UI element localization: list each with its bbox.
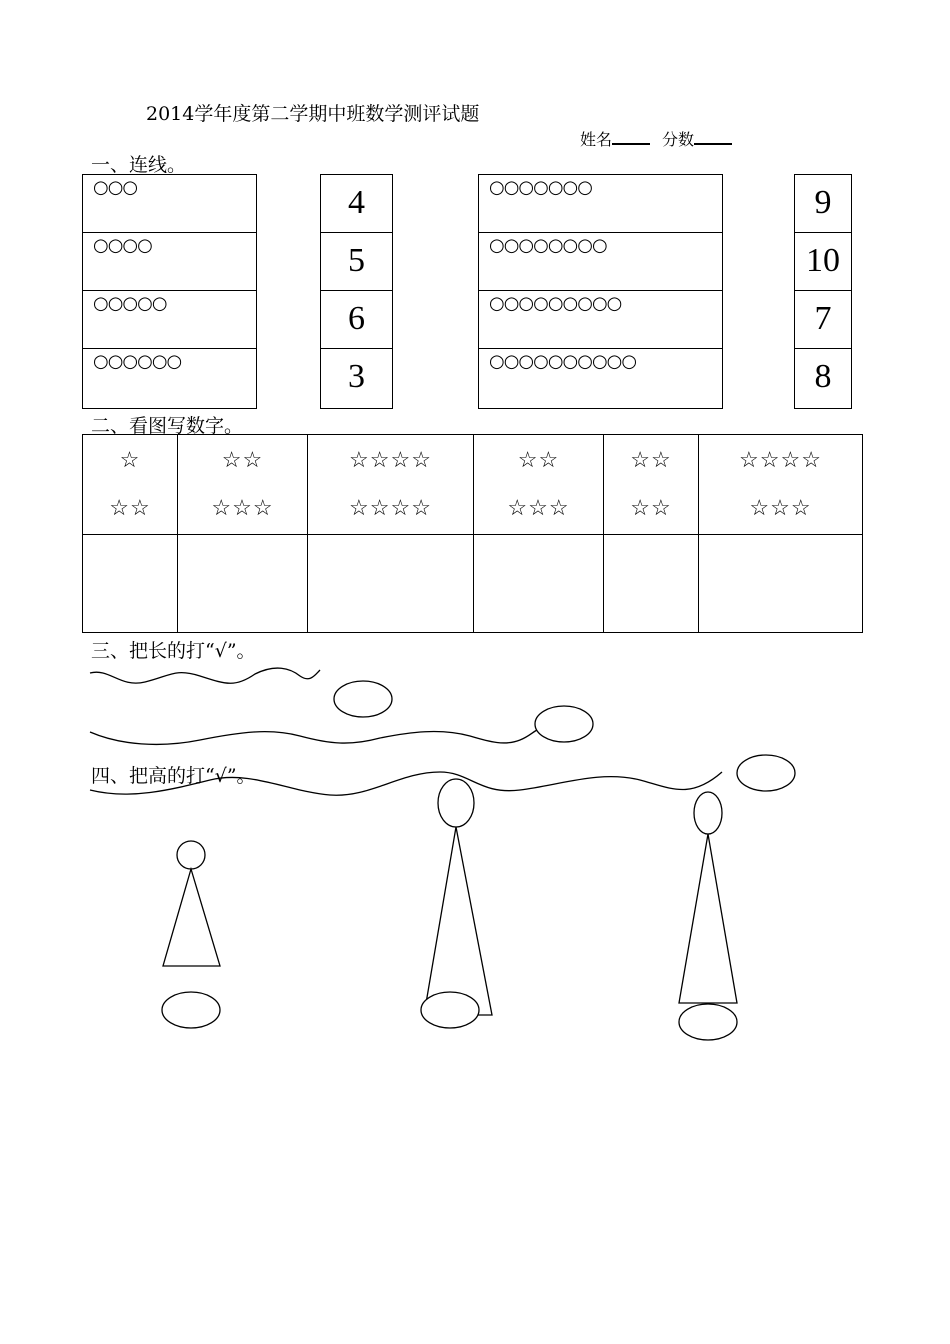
star-cell: ☆☆ ☆☆☆ <box>474 435 604 535</box>
star-cell: ☆☆☆☆ ☆☆☆☆ <box>308 435 474 535</box>
number-cell: 7 <box>795 291 851 349</box>
circle-row: ○○○○○ <box>83 291 256 349</box>
star-cell: ☆☆ ☆☆ <box>604 435 699 535</box>
answer-oval <box>162 992 220 1028</box>
answer-oval <box>679 1004 737 1040</box>
number-cell: 4 <box>321 175 392 233</box>
short-figure-head <box>177 841 205 869</box>
name-label: 姓名 <box>580 130 613 149</box>
star-cell: ☆ ☆☆ <box>83 435 178 535</box>
score-label: 分数 <box>662 130 695 149</box>
circle-row: ○○○○ <box>83 233 256 291</box>
page-title: 2014学年度第二学期中班数学测评试题 <box>146 103 480 125</box>
circle-row: ○○○○○○ <box>93 351 182 372</box>
long-wavy-line <box>90 730 537 744</box>
section4-heading: 四、把高的打“√”。 <box>91 765 256 787</box>
longest-wavy-line <box>90 772 722 795</box>
tall-figure-body <box>424 827 492 1015</box>
short-figure-body <box>163 869 220 966</box>
circle-row: ○○○○○○○○○ <box>479 291 722 349</box>
answer-oval <box>535 706 593 742</box>
star-cell: ☆☆ ☆☆☆ <box>178 435 308 535</box>
answer-oval <box>737 755 795 791</box>
short-wavy-line <box>90 668 320 683</box>
number-cell: 10 <box>795 233 851 291</box>
circle-row: ○○○○○○○○ <box>479 233 722 291</box>
section2-heading: 二、看图写数字。 <box>91 415 244 437</box>
medium-figure-head <box>694 792 722 834</box>
section3-heading: 三、把长的打“√”。 <box>91 640 256 662</box>
medium-figure-body <box>679 834 737 1003</box>
answer-oval <box>334 681 392 717</box>
number-cell: 9 <box>795 175 851 233</box>
section1-heading: 一、连线。 <box>91 154 187 176</box>
circle-row: ○○○○○○○ <box>479 175 722 233</box>
number-cell: 3 <box>348 358 365 395</box>
answer-oval <box>421 992 479 1028</box>
number-cell: 6 <box>321 291 392 349</box>
star-cell: ☆☆☆☆ ☆☆☆ <box>699 435 863 535</box>
number-cell: 5 <box>321 233 392 291</box>
circle-row: ○○○ <box>83 175 256 233</box>
circle-row: ○○○○○○○○○○ <box>489 351 637 372</box>
tall-figure-head <box>438 779 474 827</box>
number-cell: 8 <box>814 358 832 395</box>
